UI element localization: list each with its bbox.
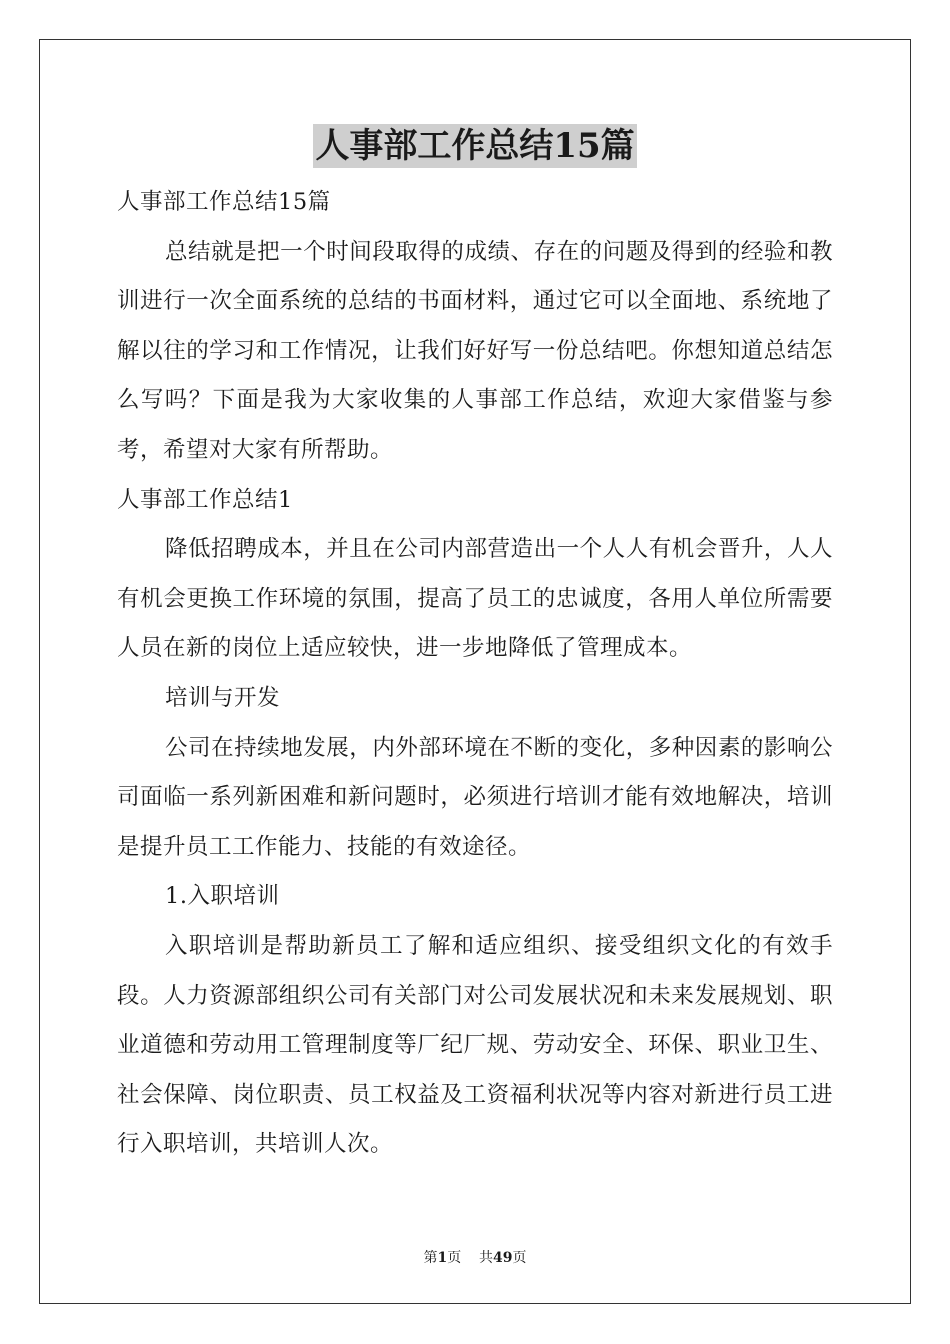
title-wrap	[0, 124, 950, 168]
page-suffix: 页	[447, 1250, 462, 1266]
page-footer	[0, 1248, 950, 1268]
paragraph-onboarding: 入职培训是帮助新员工了解和适应组织、接受组织文化的有效手段。人力资源部组织公司有关部门对公司发展状况和未来发展规划、职业道德和劳动用工管理制度等厂纪厂规、劳动安全、环保、职业卫生、社会保障、岗位职责、员工权益及工资福利状况等内容对新进行员工进行入职培训，共培训人次。	[117, 932, 833, 1158]
page-prefix: 第	[423, 1250, 438, 1266]
subheading-onboarding: 1.入职培训	[165, 883, 280, 910]
paragraph-training: 公司在持续地发展，内外部环境在不断的变化，多种因素的影响公司面临一系列新困难和新问题时，必须进行培训才能有效地解决，培训是提升员工工作能力、技能的有效途径。	[117, 734, 833, 860]
paragraph-recruitment-cost: 降低招聘成本，并且在公司内部营造出一个人人有机会晋升，人人有机会更换工作环境的氛围，提高了员工的忠诚度，各用人单位所需要人员在新的岗位上适应较快，进一步地降低了管理成本。	[117, 536, 833, 662]
section-heading-1: 人事部工作总结1	[117, 486, 293, 513]
total-prefix: 共	[479, 1250, 494, 1266]
page-current: 1	[437, 1250, 448, 1266]
page-total: 49	[493, 1250, 513, 1266]
paragraph-intro: 总结就是把一个时间段取得的成绩、存在的问题及得到的经验和教训进行一次全面系统的总结的书面材料，通过它可以全面地、系统地了解以往的学习和工作情况，让我们好好写一份总结吧。你想知道总结怎么写吗？下面是我为大家收集的人事部工作总结，欢迎大家借鉴与参考，希望对大家有所帮助。	[117, 238, 833, 463]
document-title: 人事部工作总结15篇	[315, 126, 635, 166]
subheading-training: 培训与开发	[165, 684, 281, 711]
document-body	[117, 178, 833, 1170]
paragraph-subtitle: 人事部工作总结15篇	[117, 189, 331, 215]
total-suffix: 页	[512, 1250, 527, 1266]
